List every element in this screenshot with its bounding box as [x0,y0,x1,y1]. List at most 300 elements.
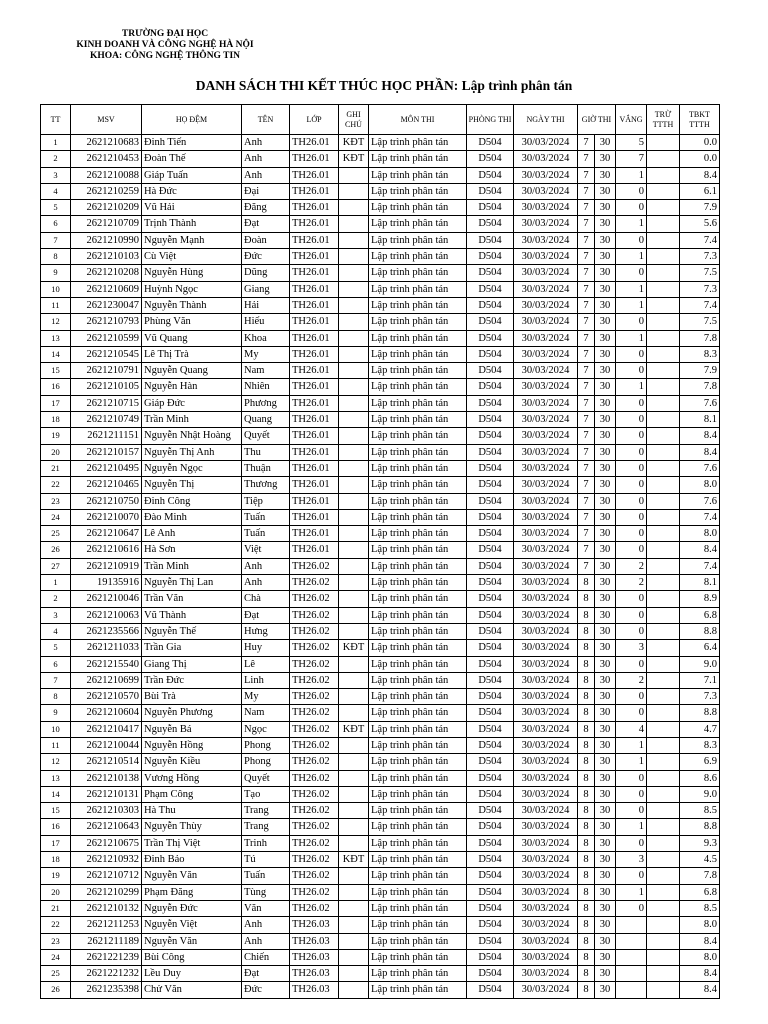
cell-ten: Hiếu [242,314,290,330]
cell-msv: 2621210616 [71,542,142,558]
cell-ho-dem: Đinh Công [142,493,242,509]
cell-ten: Chiến [242,949,290,965]
table-row [41,982,720,998]
cell-phong-thi: D504 [467,249,514,265]
cell-mon-thi: Lập trình phân tán [369,477,467,493]
cell-ten: Giang [242,281,290,297]
cell-ten: Nam [242,705,290,721]
cell-ten: Thu [242,444,290,460]
cell-tbkt-ttth: 8.1 [680,412,720,428]
cell-lop: TH26.02 [290,852,339,868]
cell-ghi-chu [339,232,369,248]
cell-ngay-thi: 30/03/2024 [514,314,578,330]
cell-lop: TH26.01 [290,265,339,281]
cell-msv: 2621210157 [71,444,142,460]
cell-gio: 8 [578,786,595,802]
cell-ghi-chu [339,623,369,639]
exam-roster-table [40,104,720,999]
cell-vang: 4 [616,721,647,737]
cell-vang: 0 [616,689,647,705]
cell-mon-thi: Lập trình phân tán [369,460,467,476]
cell-ten: Tuấn [242,868,290,884]
cell-tbkt-ttth: 8.4 [680,444,720,460]
cell-ghi-chu [339,379,369,395]
cell-lop: TH26.01 [290,460,339,476]
cell-ngay-thi: 30/03/2024 [514,982,578,998]
cell-gio: 7 [578,232,595,248]
cell-phut: 30 [595,721,616,737]
cell-phong-thi: D504 [467,363,514,379]
cell-phong-thi: D504 [467,460,514,476]
cell-tt: 14 [41,786,71,802]
cell-gio: 7 [578,412,595,428]
cell-mon-thi: Lập trình phân tán [369,933,467,949]
cell-ten: Tuấn [242,509,290,525]
cell-phut: 30 [595,754,616,770]
cell-mon-thi: Lập trình phân tán [369,379,467,395]
cell-mon-thi: Lập trình phân tán [369,265,467,281]
faculty-name: KHOA: CÔNG NGHỆ THÔNG TIN [89,51,241,61]
cell-tru-ttth [647,200,680,216]
cell-ten: Anh [242,575,290,591]
cell-tru-ttth [647,493,680,509]
cell-ghi-chu [339,363,369,379]
cell-ten: Đăng [242,200,290,216]
cell-tbkt-ttth: 8.4 [680,966,720,982]
cell-ten: Tiệp [242,493,290,509]
cell-phong-thi: D504 [467,428,514,444]
cell-ngay-thi: 30/03/2024 [514,363,578,379]
cell-lop: TH26.03 [290,917,339,933]
cell-lop: TH26.02 [290,656,339,672]
cell-vang: 0 [616,900,647,916]
cell-ten: Anh [242,558,290,574]
cell-vang: 0 [616,526,647,542]
table-row [41,640,720,656]
cell-vang: 0 [616,346,647,362]
cell-gio: 8 [578,900,595,916]
cell-ho-dem: Giáp Đức [142,395,242,411]
cell-ghi-chu [339,330,369,346]
cell-gio: 8 [578,835,595,851]
col-header-gio-thi: GIỜ THI [578,105,616,135]
cell-phut: 30 [595,982,616,998]
cell-mon-thi: Lập trình phân tán [369,428,467,444]
cell-ngay-thi: 30/03/2024 [514,346,578,362]
cell-ten: Đức [242,982,290,998]
cell-lop: TH26.01 [290,477,339,493]
cell-phut: 30 [595,672,616,688]
cell-vang: 2 [616,575,647,591]
cell-lop: TH26.01 [290,412,339,428]
cell-ghi-chu [339,297,369,313]
table-row [41,868,720,884]
table-row [41,933,720,949]
cell-phut: 30 [595,852,616,868]
cell-tru-ttth [647,770,680,786]
cell-ngay-thi: 30/03/2024 [514,444,578,460]
col-header-msv: MSV [71,105,142,135]
cell-ngay-thi: 30/03/2024 [514,558,578,574]
cell-ho-dem: Lê Anh [142,526,242,542]
cell-msv: 2621235398 [71,982,142,998]
cell-phong-thi: D504 [467,379,514,395]
cell-mon-thi: Lập trình phân tán [369,297,467,313]
cell-phut: 30 [595,607,616,623]
cell-tru-ttth [647,640,680,656]
table-row [41,526,720,542]
cell-ten: Khoa [242,330,290,346]
cell-ten: Quyết [242,770,290,786]
cell-msv: 2621210070 [71,509,142,525]
cell-mon-thi: Lập trình phân tán [369,656,467,672]
cell-vang: 0 [616,265,647,281]
cell-phut: 30 [595,949,616,965]
cell-tbkt-ttth: 7.1 [680,672,720,688]
table-row [41,444,720,460]
cell-gio: 7 [578,379,595,395]
cell-ten: Phương [242,395,290,411]
cell-tt: 22 [41,917,71,933]
cell-vang [616,966,647,982]
cell-ten: Anh [242,135,290,151]
cell-gio: 7 [578,216,595,232]
cell-tru-ttth [647,737,680,753]
cell-tru-ttth [647,428,680,444]
table-body [41,135,720,999]
cell-phut: 30 [595,265,616,281]
cell-tbkt-ttth: 8.8 [680,819,720,835]
cell-mon-thi: Lập trình phân tán [369,705,467,721]
cell-tru-ttth [647,900,680,916]
cell-ten: Việt [242,542,290,558]
cell-ho-dem: Nguyễn Ngọc [142,460,242,476]
cell-gio: 8 [578,705,595,721]
cell-gio: 7 [578,167,595,183]
cell-vang: 0 [616,444,647,460]
cell-tru-ttth [647,460,680,476]
cell-msv: 2621210750 [71,493,142,509]
table-row [41,770,720,786]
cell-phut: 30 [595,884,616,900]
cell-gio: 7 [578,265,595,281]
cell-ten: Đạt [242,966,290,982]
cell-vang: 7 [616,151,647,167]
cell-ho-dem: Nguyễn Việt [142,917,242,933]
cell-tt: 13 [41,770,71,786]
cell-ho-dem: Vũ Quang [142,330,242,346]
cell-ho-dem: Nguyễn Thế [142,623,242,639]
cell-tru-ttth [647,623,680,639]
cell-phut: 30 [595,786,616,802]
cell-tt: 15 [41,363,71,379]
cell-vang: 0 [616,786,647,802]
cell-msv: 2621210417 [71,721,142,737]
cell-vang: 2 [616,672,647,688]
cell-ngay-thi: 30/03/2024 [514,949,578,965]
cell-ngay-thi: 30/03/2024 [514,900,578,916]
cell-ten: Chà [242,591,290,607]
cell-tru-ttth [647,477,680,493]
cell-phut: 30 [595,216,616,232]
cell-tbkt-ttth: 8.3 [680,346,720,362]
cell-ho-dem: Giang Thị [142,656,242,672]
cell-mon-thi: Lập trình phân tán [369,900,467,916]
cell-ngay-thi: 30/03/2024 [514,509,578,525]
cell-gio: 7 [578,509,595,525]
cell-ten: Ngọc [242,721,290,737]
cell-phut: 30 [595,249,616,265]
cell-gio: 8 [578,607,595,623]
cell-ghi-chu [339,281,369,297]
cell-msv: 2621221239 [71,949,142,965]
cell-vang [616,949,647,965]
cell-tru-ttth [647,265,680,281]
cell-vang: 2 [616,558,647,574]
cell-phong-thi: D504 [467,705,514,721]
cell-phong-thi: D504 [467,852,514,868]
col-header-tt: TT [41,105,71,135]
cell-tt: 17 [41,835,71,851]
cell-vang: 0 [616,428,647,444]
cell-ngay-thi: 30/03/2024 [514,477,578,493]
table-row [41,900,720,916]
table-row [41,412,720,428]
cell-phong-thi: D504 [467,526,514,542]
cell-ngay-thi: 30/03/2024 [514,395,578,411]
cell-tbkt-ttth: 7.4 [680,558,720,574]
cell-ngay-thi: 30/03/2024 [514,623,578,639]
cell-msv: 2621210675 [71,835,142,851]
cell-msv: 2621210715 [71,395,142,411]
cell-mon-thi: Lập trình phân tán [369,542,467,558]
col-header-ghi-chu: GHI CHÚ [339,105,369,135]
cell-phut: 30 [595,346,616,362]
cell-phong-thi: D504 [467,819,514,835]
cell-tru-ttth [647,575,680,591]
cell-msv: 2621210138 [71,770,142,786]
cell-phong-thi: D504 [467,835,514,851]
cell-gio: 8 [578,933,595,949]
cell-tt: 22 [41,477,71,493]
cell-msv: 2621230047 [71,297,142,313]
table-row [41,330,720,346]
cell-vang: 1 [616,379,647,395]
cell-tt: 11 [41,297,71,313]
cell-phut: 30 [595,868,616,884]
cell-gio: 8 [578,819,595,835]
cell-msv: 2621210699 [71,672,142,688]
cell-mon-thi: Lập trình phân tán [369,868,467,884]
cell-tt: 9 [41,705,71,721]
cell-ngay-thi: 30/03/2024 [514,460,578,476]
cell-ten: Hưng [242,623,290,639]
cell-phong-thi: D504 [467,232,514,248]
cell-msv: 2621210208 [71,265,142,281]
cell-ngay-thi: 30/03/2024 [514,689,578,705]
cell-phong-thi: D504 [467,591,514,607]
cell-lop: TH26.02 [290,575,339,591]
cell-ngay-thi: 30/03/2024 [514,151,578,167]
cell-mon-thi: Lập trình phân tán [369,249,467,265]
cell-tru-ttth [647,151,680,167]
cell-gio: 7 [578,330,595,346]
cell-ghi-chu [339,770,369,786]
cell-vang: 1 [616,281,647,297]
cell-ho-dem: Cù Việt [142,249,242,265]
cell-tbkt-ttth: 8.4 [680,428,720,444]
cell-ho-dem: Trần Văn [142,591,242,607]
cell-vang: 5 [616,135,647,151]
cell-vang: 0 [616,607,647,623]
cell-msv: 2621235566 [71,623,142,639]
cell-mon-thi: Lập trình phân tán [369,689,467,705]
cell-mon-thi: Lập trình phân tán [369,754,467,770]
cell-tt: 12 [41,314,71,330]
cell-tt: 2 [41,591,71,607]
table-row [41,803,720,819]
cell-tru-ttth [647,607,680,623]
cell-ghi-chu [339,868,369,884]
cell-tt: 7 [41,232,71,248]
cell-phut: 30 [595,542,616,558]
cell-gio: 7 [578,281,595,297]
cell-tru-ttth [647,297,680,313]
cell-msv: 2621211151 [71,428,142,444]
cell-phut: 30 [595,314,616,330]
cell-phut: 30 [595,297,616,313]
cell-phong-thi: D504 [467,509,514,525]
cell-msv: 2621210545 [71,346,142,362]
cell-tt: 5 [41,200,71,216]
cell-tru-ttth [647,412,680,428]
cell-tru-ttth [647,835,680,851]
cell-tbkt-ttth: 8.4 [680,542,720,558]
cell-tt: 6 [41,656,71,672]
cell-ten: Thuận [242,460,290,476]
cell-tt: 8 [41,249,71,265]
cell-mon-thi: Lập trình phân tán [369,314,467,330]
cell-tt: 2 [41,151,71,167]
cell-ghi-chu [339,591,369,607]
cell-ten: Anh [242,167,290,183]
cell-msv: 2621211189 [71,933,142,949]
table-row [41,884,720,900]
cell-ngay-thi: 30/03/2024 [514,167,578,183]
table-row [41,966,720,982]
cell-lop: TH26.02 [290,591,339,607]
table-row [41,363,720,379]
cell-ngay-thi: 30/03/2024 [514,640,578,656]
cell-ho-dem: Phạm Công [142,786,242,802]
cell-msv: 2621210299 [71,884,142,900]
cell-phut: 30 [595,803,616,819]
cell-ho-dem: Nguyễn Kiều [142,754,242,770]
cell-phut: 30 [595,183,616,199]
cell-vang: 0 [616,623,647,639]
cell-vang: 0 [616,412,647,428]
cell-ghi-chu: KĐT [339,135,369,151]
cell-mon-thi: Lập trình phân tán [369,819,467,835]
cell-ngay-thi: 30/03/2024 [514,721,578,737]
cell-tt: 19 [41,428,71,444]
cell-tbkt-ttth: 7.3 [680,249,720,265]
cell-lop: TH26.02 [290,640,339,656]
cell-vang: 0 [616,183,647,199]
cell-ho-dem: Nguyễn Phương [142,705,242,721]
cell-lop: TH26.02 [290,770,339,786]
cell-tt: 23 [41,493,71,509]
cell-msv: 2621210683 [71,135,142,151]
table-row [41,151,720,167]
cell-tbkt-ttth: 6.4 [680,640,720,656]
cell-ten: Linh [242,672,290,688]
cell-ghi-chu [339,346,369,362]
cell-phut: 30 [595,379,616,395]
cell-tbkt-ttth: 4.5 [680,852,720,868]
cell-gio: 8 [578,852,595,868]
cell-ten: Văn [242,900,290,916]
cell-ho-dem: Huỳnh Ngọc [142,281,242,297]
cell-ho-dem: Lê Thị Trà [142,346,242,362]
cell-lop: TH26.01 [290,493,339,509]
cell-ngay-thi: 30/03/2024 [514,200,578,216]
cell-tt: 21 [41,460,71,476]
cell-tt: 18 [41,852,71,868]
cell-tt: 14 [41,346,71,362]
cell-msv: 2621210604 [71,705,142,721]
cell-phut: 30 [595,460,616,476]
cell-vang: 0 [616,705,647,721]
cell-ten: Trinh [242,835,290,851]
cell-ghi-chu [339,542,369,558]
cell-tru-ttth [647,183,680,199]
cell-msv: 2621210990 [71,232,142,248]
cell-msv: 2621210132 [71,900,142,916]
cell-tt: 19 [41,868,71,884]
cell-tbkt-ttth: 8.3 [680,737,720,753]
cell-ngay-thi: 30/03/2024 [514,281,578,297]
cell-tbkt-ttth: 8.5 [680,803,720,819]
cell-ho-dem: Nguyễn Thị [142,477,242,493]
cell-lop: TH26.03 [290,949,339,965]
cell-mon-thi: Lập trình phân tán [369,216,467,232]
cell-phong-thi: D504 [467,917,514,933]
cell-ghi-chu [339,933,369,949]
cell-mon-thi: Lập trình phân tán [369,835,467,851]
cell-tbkt-ttth: 8.4 [680,167,720,183]
cell-phong-thi: D504 [467,689,514,705]
cell-tbkt-ttth: 8.0 [680,949,720,965]
cell-phut: 30 [595,232,616,248]
cell-tt: 16 [41,819,71,835]
table-row [41,281,720,297]
cell-vang: 1 [616,216,647,232]
cell-msv: 2621210919 [71,558,142,574]
col-header-vang: VẮNG [616,105,647,135]
cell-ngay-thi: 30/03/2024 [514,835,578,851]
cell-ten: Quang [242,412,290,428]
cell-tt: 9 [41,265,71,281]
cell-phong-thi: D504 [467,868,514,884]
cell-tru-ttth [647,672,680,688]
cell-ngay-thi: 30/03/2024 [514,493,578,509]
cell-ho-dem: Nguyễn Bá [142,721,242,737]
cell-gio: 7 [578,395,595,411]
cell-tbkt-ttth: 7.5 [680,314,720,330]
cell-ten: Đức [242,249,290,265]
cell-ghi-chu [339,656,369,672]
